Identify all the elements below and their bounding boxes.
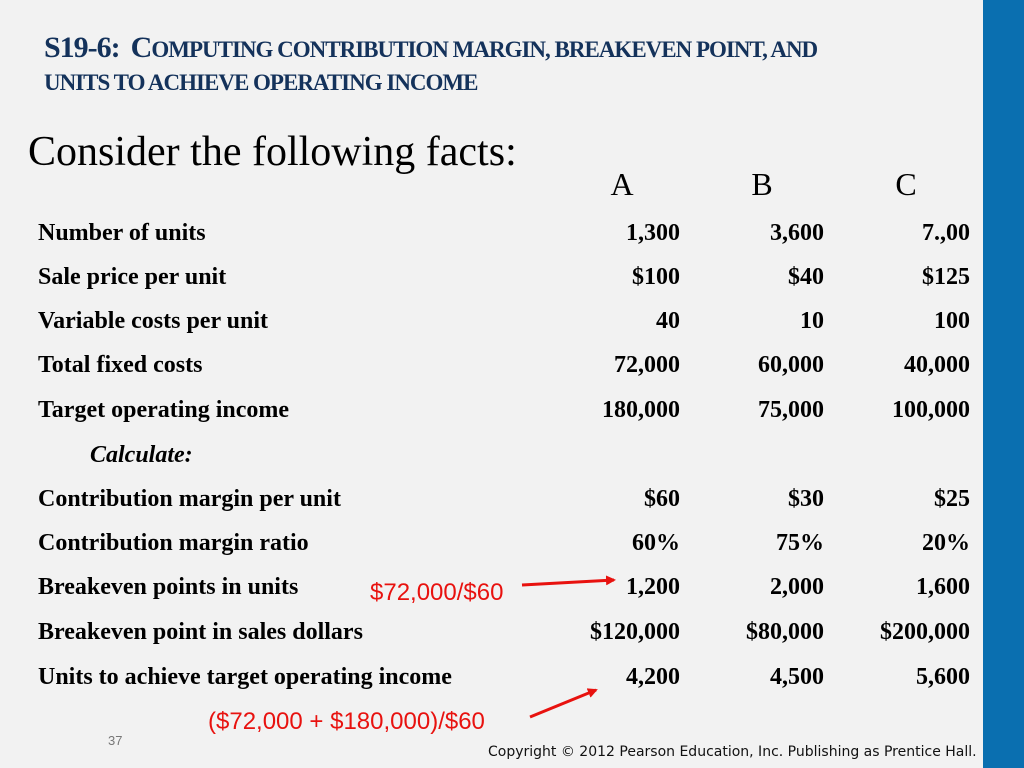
cell-a: 180,000	[602, 397, 680, 423]
row-label: Sale price per unit	[38, 264, 227, 290]
cell-c: 40,000	[904, 352, 970, 378]
cell-b: 3,600	[770, 220, 824, 246]
title-line1: OMPUTING CONTRIBUTION MARGIN, BREAKEVEN POINT, AND	[151, 37, 818, 62]
cell-b: 10	[800, 308, 824, 334]
copyright-notice: Copyright © 2012 Pearson Education, Inc. Publishing as Prentice Hall.	[488, 744, 977, 760]
cell-b: 2,000	[770, 574, 824, 600]
cell-c: 20%	[922, 530, 970, 556]
breakeven-formula-annotation: $72,000/$60	[370, 579, 504, 606]
row-label: Units to achieve target operating income	[38, 664, 452, 690]
row-label: Number of units	[38, 220, 206, 246]
slide-title	[44, 28, 964, 103]
cell-b: $80,000	[746, 619, 824, 645]
table-row	[38, 479, 970, 519]
cell-c: $200,000	[880, 619, 970, 645]
cell-b: 75%	[776, 530, 824, 556]
cell-a: 60%	[632, 530, 680, 556]
calculate-label: Calculate:	[90, 442, 193, 468]
cell-c: 100	[934, 308, 970, 334]
table-row	[38, 612, 970, 652]
side-accent-bar	[983, 0, 1024, 768]
table-row	[38, 390, 970, 430]
intro-text: Consider the following facts:	[28, 129, 517, 175]
table-row	[38, 257, 970, 297]
cell-b: $40	[788, 264, 824, 290]
cell-a: 1,200	[626, 574, 680, 600]
cell-b: 4,500	[770, 664, 824, 690]
cell-a: 1,300	[626, 220, 680, 246]
row-label: Contribution margin per unit	[38, 486, 341, 512]
title-cap: C	[130, 31, 152, 64]
cell-a: $120,000	[590, 619, 680, 645]
cell-a: 72,000	[614, 352, 680, 378]
target-formula-annotation: ($72,000 + $180,000)/$60	[208, 708, 485, 735]
cell-a: $60	[644, 486, 680, 512]
table-row	[38, 523, 970, 563]
cell-b: 75,000	[758, 397, 824, 423]
table-row	[38, 657, 970, 697]
cell-a: 40	[656, 308, 680, 334]
table-row	[38, 345, 970, 385]
slide-number: 37	[108, 733, 123, 748]
column-header-c: C	[895, 166, 917, 202]
calculate-heading-row	[38, 435, 970, 475]
cell-a: 4,200	[626, 664, 680, 690]
cell-c: $25	[934, 486, 970, 512]
table-row	[38, 567, 970, 607]
table-row	[38, 301, 970, 341]
cell-c: 1,600	[916, 574, 970, 600]
cell-b: 60,000	[758, 352, 824, 378]
row-label: Contribution margin ratio	[38, 530, 309, 556]
row-label: Breakeven points in units	[38, 574, 299, 600]
cell-c: $125	[922, 264, 970, 290]
row-label: Breakeven point in sales dollars	[38, 619, 363, 645]
cell-c: 100,000	[892, 397, 970, 423]
column-header-a: A	[610, 166, 634, 202]
cell-a: $100	[632, 264, 680, 290]
title-line2: UNITS TO ACHIEVE OPERATING INCOME	[44, 70, 478, 95]
row-label: Variable costs per unit	[38, 308, 269, 334]
column-header-b: B	[751, 166, 773, 202]
cell-c: 7.,00	[922, 220, 970, 246]
row-label: Target operating income	[38, 397, 290, 423]
row-label: Total fixed costs	[38, 352, 203, 378]
cell-c: 5,600	[916, 664, 970, 690]
title-code: S19-6:	[44, 31, 120, 64]
cell-b: $30	[788, 486, 824, 512]
table-row	[38, 213, 970, 253]
